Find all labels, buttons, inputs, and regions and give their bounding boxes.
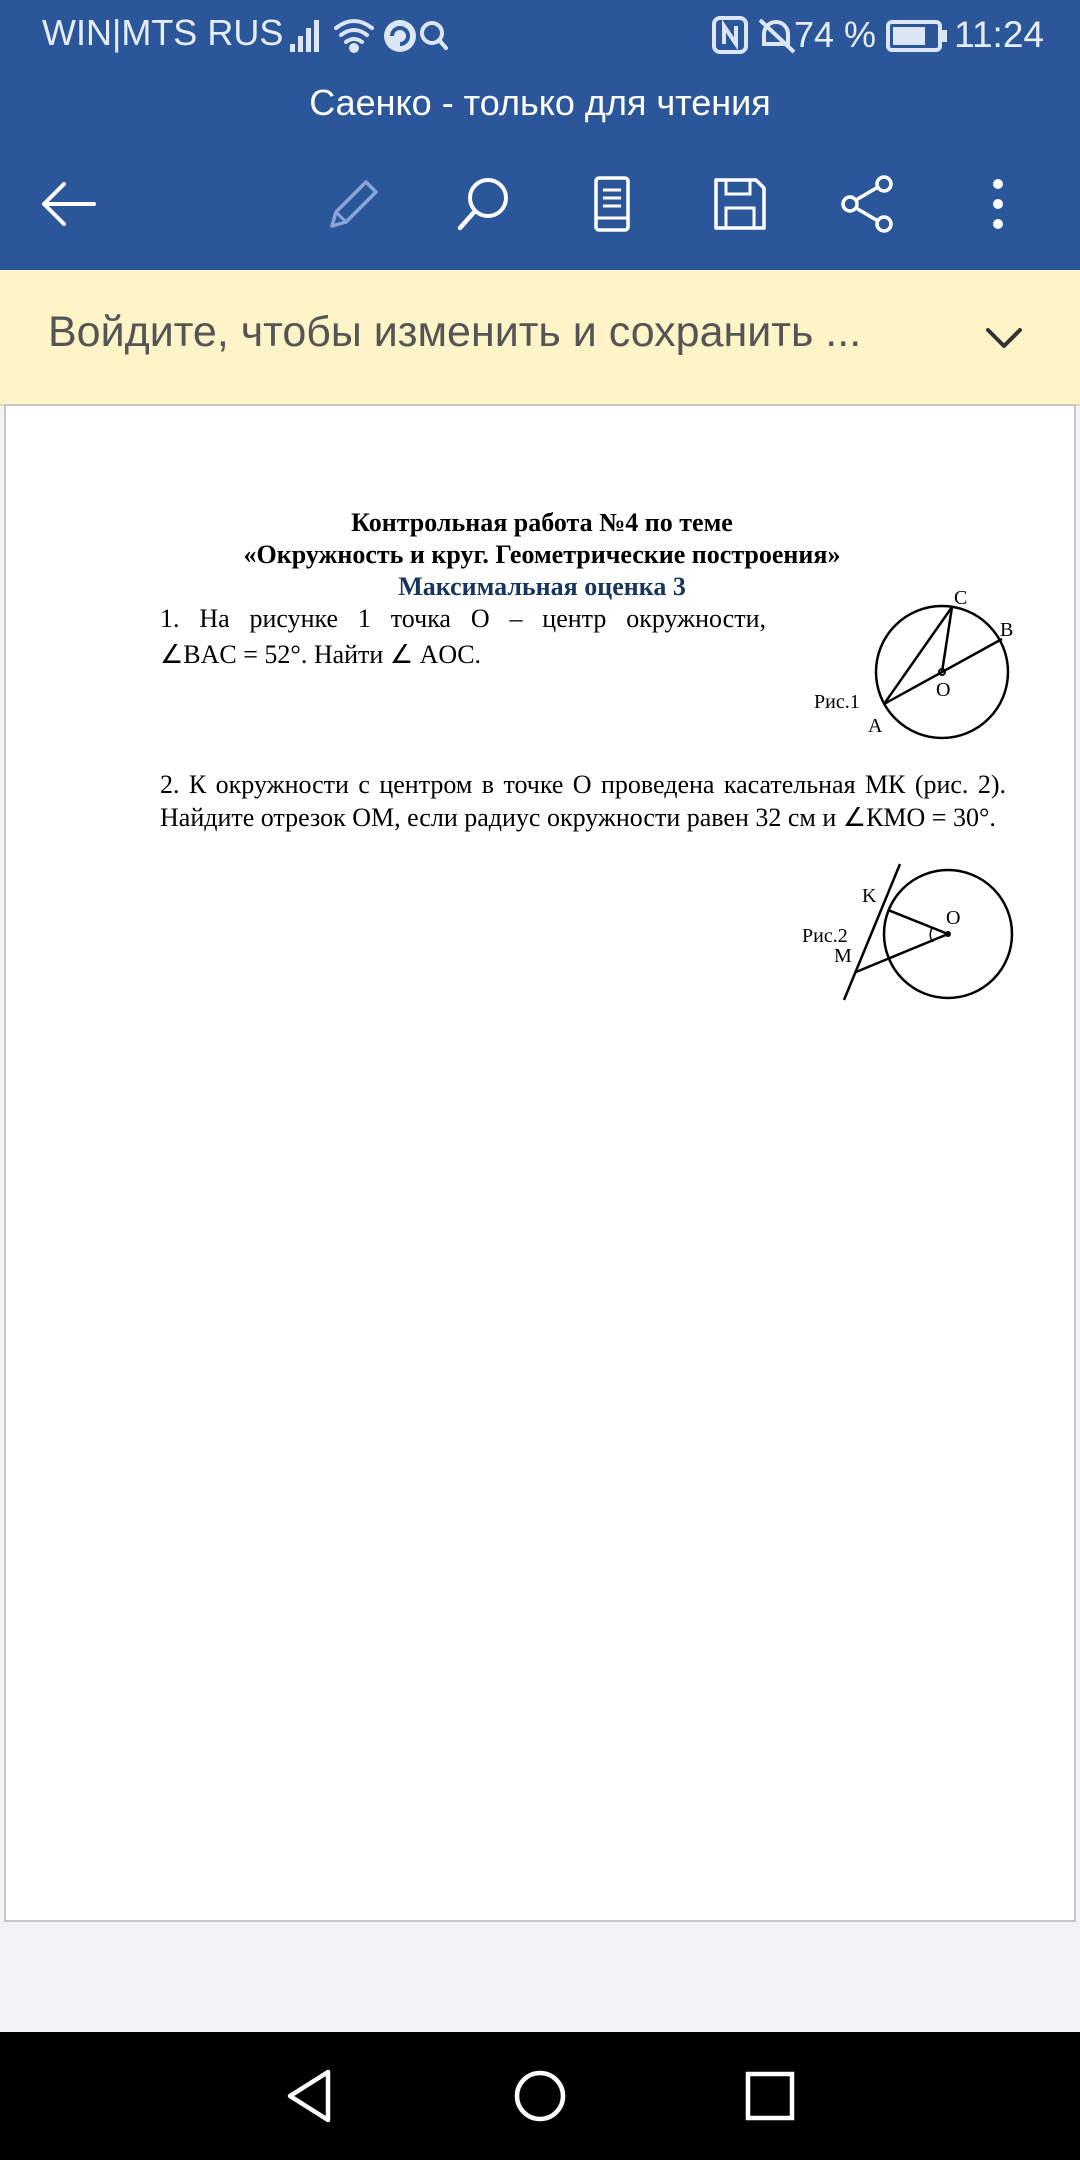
back-triangle-icon[interactable]	[278, 2064, 342, 2128]
save-button[interactable]	[704, 168, 776, 240]
figure1-label-o: O	[936, 679, 951, 701]
figure2-caption: Рис.2	[802, 925, 848, 947]
figure1-label-b: B	[1000, 619, 1014, 641]
search-icon	[422, 23, 446, 48]
test-topic: «Окружность и круг. Геометрические построения»	[243, 540, 841, 569]
task1-line1: 1. На рисунке 1 точка О – центр окружности,	[160, 604, 766, 633]
max-score: Максимальная оценка 3	[398, 572, 686, 601]
task1-line2: ∠BAC = 52°. Найти ∠ AOC.	[160, 640, 482, 669]
figure-2	[792, 858, 1022, 1008]
figure2-label-o: O	[946, 907, 961, 929]
search-button[interactable]	[448, 168, 520, 240]
home-circle-icon[interactable]	[508, 2064, 572, 2128]
document-page[interactable]	[4, 404, 1076, 1922]
share-button[interactable]	[832, 168, 904, 240]
edit-button[interactable]	[316, 168, 388, 240]
reading-view-icon	[582, 174, 642, 234]
clock: 11:24	[954, 14, 1044, 55]
banner-text: Войдите, чтобы изменить и сохранить ...	[48, 308, 862, 356]
figure1-label-a: A	[868, 715, 883, 737]
sign-in-banner[interactable]	[0, 270, 1080, 406]
wifi-icon	[336, 21, 372, 51]
document-title: Саенко - только для чтения	[309, 82, 771, 123]
carrier-name: WIN|MTS RUS	[42, 12, 284, 53]
edit-pencil-icon	[322, 174, 382, 234]
navigation-bar	[0, 2032, 1080, 2160]
back-button[interactable]	[32, 168, 104, 240]
figure1-caption: Рис.1	[814, 691, 860, 713]
figure1-segment-oc	[942, 607, 952, 672]
task2-text: 2. К окружности с центром в точке О проведена касательная МК (рис. 2). Найдите отрезок ОМ, если радиус окружности равен 32 см и ∠КМО = 30°.	[160, 770, 1006, 832]
figure2-center-point	[945, 931, 951, 937]
share-icon	[838, 174, 898, 234]
figure2-radius-ok	[888, 910, 948, 934]
signal-icon	[290, 20, 319, 52]
app-bar	[0, 0, 1080, 270]
nfc-icon	[714, 18, 746, 52]
back-arrow-icon	[38, 174, 98, 234]
battery-percent: 74 %	[793, 14, 876, 55]
more-vert-icon	[968, 174, 1028, 234]
status-bar	[0, 0, 1080, 72]
more-options-button[interactable]	[962, 168, 1034, 240]
figure1-label-c: C	[954, 590, 968, 609]
search-icon	[454, 174, 514, 234]
chevron-down-icon[interactable]	[980, 314, 1028, 362]
save-icon	[710, 174, 770, 234]
test-title: Контрольная работа №4 по теме	[351, 508, 733, 537]
recents-square-icon[interactable]	[738, 2064, 802, 2128]
figure2-label-k: K	[862, 885, 877, 907]
figure-1	[802, 590, 1022, 750]
reading-view-button[interactable]	[576, 168, 648, 240]
sync-icon	[384, 20, 416, 52]
mute-icon	[760, 20, 794, 52]
figure2-label-m: M	[834, 945, 852, 967]
battery-icon	[888, 22, 947, 50]
status-icons	[288, 14, 448, 62]
